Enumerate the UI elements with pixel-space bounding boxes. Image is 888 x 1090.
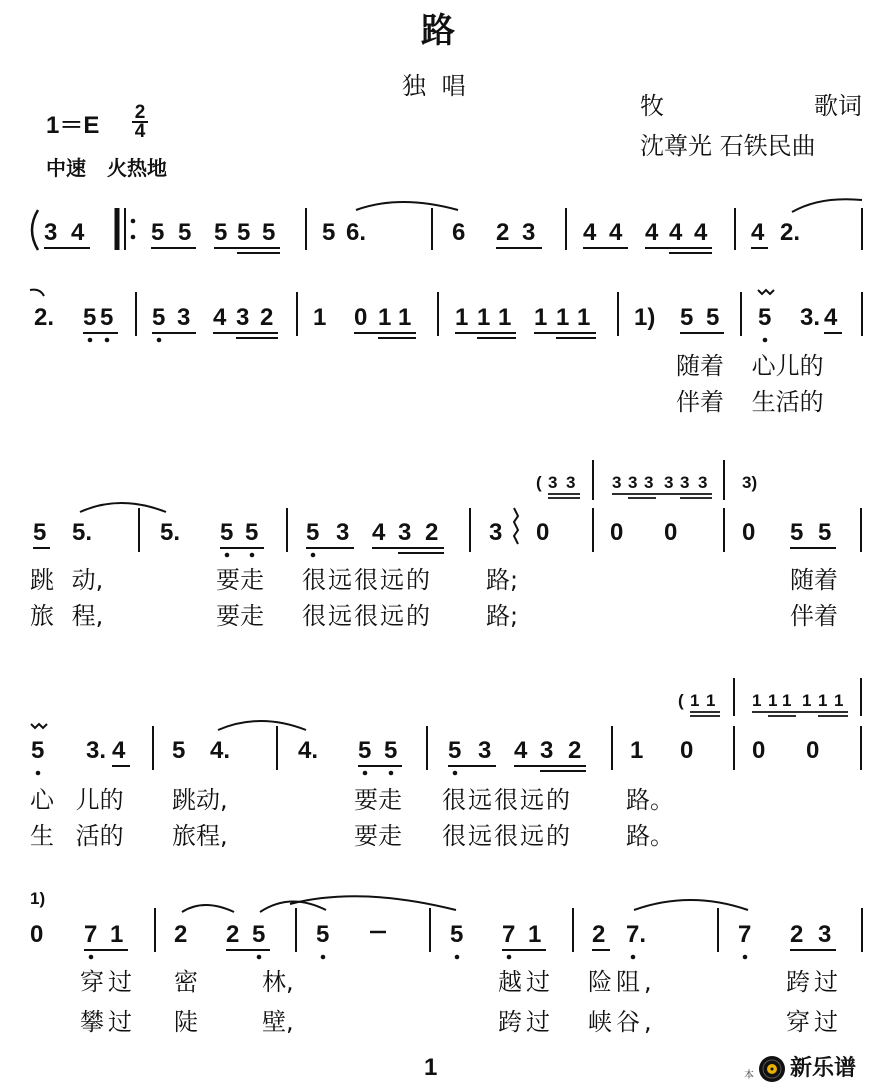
- lyric-word: 很远很远的: [302, 602, 432, 630]
- lyricist-role: 歌词: [814, 92, 862, 120]
- svg-text:4: 4: [372, 519, 386, 546]
- svg-text:1: 1: [834, 691, 844, 710]
- svg-text:3: 3: [628, 473, 638, 492]
- site-logo: [744, 1054, 856, 1084]
- lyric-word: 旅程,: [172, 822, 228, 850]
- lyric-word: 路;: [486, 566, 519, 594]
- svg-text:3): 3): [742, 473, 758, 492]
- svg-text:4: 4: [112, 737, 126, 764]
- svg-text:3: 3: [680, 473, 690, 492]
- svg-text:4: 4: [645, 219, 659, 246]
- svg-text:1: 1: [556, 304, 570, 331]
- svg-text:4: 4: [694, 219, 708, 246]
- svg-text:0: 0: [752, 737, 766, 764]
- lyric-word: 旅 程,: [30, 602, 104, 630]
- svg-text:3: 3: [522, 219, 536, 246]
- lyric-word: 很远很远的: [442, 786, 572, 814]
- svg-text:0: 0: [742, 519, 756, 546]
- svg-text:5.: 5.: [72, 519, 93, 546]
- svg-text:5: 5: [680, 304, 694, 331]
- svg-text:5: 5: [758, 304, 772, 331]
- svg-text:1: 1: [782, 691, 792, 710]
- svg-text:5: 5: [790, 519, 804, 546]
- lyric-word: 路。: [626, 822, 674, 850]
- svg-text:6.: 6.: [346, 219, 367, 246]
- score-subtitle: 独 唱: [402, 72, 470, 100]
- svg-text:3: 3: [540, 737, 554, 764]
- lyric-word: 密: [174, 968, 198, 996]
- svg-text:3: 3: [818, 921, 832, 948]
- lyric-word: 跨过: [498, 1008, 554, 1036]
- svg-text:5: 5: [214, 219, 228, 246]
- svg-text:4: 4: [751, 219, 765, 246]
- svg-text:1: 1: [768, 691, 778, 710]
- lyric-word: 伴着: [790, 602, 838, 630]
- lyric-word: 路;: [486, 602, 519, 630]
- svg-text:5: 5: [706, 304, 720, 331]
- lyric-word: 穿过: [80, 968, 136, 996]
- svg-text:1: 1: [398, 304, 412, 331]
- svg-text:0: 0: [610, 519, 624, 546]
- svg-text:2: 2: [496, 219, 510, 246]
- svg-text:4: 4: [514, 737, 528, 764]
- line-5-notes: [30, 889, 862, 959]
- svg-text:5: 5: [316, 921, 330, 948]
- vinyl-record-icon: [758, 1055, 786, 1083]
- svg-text:5: 5: [31, 737, 45, 764]
- tempo-marking: 中速 火热地: [46, 156, 167, 180]
- svg-text:4: 4: [71, 219, 85, 246]
- svg-text:7: 7: [502, 921, 516, 948]
- svg-text:5: 5: [220, 519, 234, 546]
- svg-text:3: 3: [612, 473, 622, 492]
- svg-text:4: 4: [583, 219, 597, 246]
- svg-text:1: 1: [818, 691, 828, 710]
- svg-text:5: 5: [152, 304, 166, 331]
- svg-text:1): 1): [634, 304, 656, 331]
- svg-text:5: 5: [172, 737, 186, 764]
- svg-text:0: 0: [536, 519, 550, 546]
- svg-text:3: 3: [489, 519, 503, 546]
- svg-text:5: 5: [237, 219, 251, 246]
- svg-text:5: 5: [450, 921, 464, 948]
- svg-text:3: 3: [236, 304, 250, 331]
- svg-text:1: 1: [498, 304, 512, 331]
- svg-text:7: 7: [738, 921, 752, 948]
- svg-text:3: 3: [44, 219, 58, 246]
- svg-text:5: 5: [384, 737, 398, 764]
- svg-text:0: 0: [664, 519, 678, 546]
- line-2-lyric-verse-1: 随着 心儿的: [676, 352, 824, 380]
- svg-text:4: 4: [824, 304, 838, 331]
- svg-text:5: 5: [245, 519, 259, 546]
- svg-text:0: 0: [30, 921, 44, 948]
- svg-text:3: 3: [664, 473, 674, 492]
- svg-text:5.: 5.: [160, 519, 181, 546]
- svg-text:3: 3: [548, 473, 558, 492]
- svg-text:1: 1: [577, 304, 591, 331]
- svg-text:5: 5: [151, 219, 165, 246]
- svg-text:5: 5: [262, 219, 276, 246]
- logo-prefix: 本: [744, 1070, 754, 1081]
- svg-text:1: 1: [378, 304, 392, 331]
- svg-text:1: 1: [630, 737, 644, 764]
- svg-text:0: 0: [354, 304, 368, 331]
- svg-text:1: 1: [528, 921, 542, 948]
- svg-text:2: 2: [174, 921, 188, 948]
- lyricist-name: 牧: [640, 92, 664, 120]
- page-number: 1: [424, 1054, 438, 1081]
- lyric-word: 心 儿的: [30, 786, 124, 814]
- lyric-word: 随着: [790, 566, 838, 594]
- svg-text:5: 5: [252, 921, 266, 948]
- svg-text:7: 7: [84, 921, 98, 948]
- svg-text:4.: 4.: [210, 737, 231, 764]
- lyric-word: 跳 动,: [30, 566, 104, 594]
- meter-bottom: 4: [134, 121, 146, 142]
- svg-text:1: 1: [690, 691, 700, 710]
- svg-text:3: 3: [398, 519, 412, 546]
- lyric-word: 路。: [626, 786, 674, 814]
- lyric-word: 要走: [354, 822, 402, 850]
- svg-text:3: 3: [644, 473, 654, 492]
- svg-text:3: 3: [698, 473, 708, 492]
- svg-text:2: 2: [260, 304, 274, 331]
- svg-text:1: 1: [706, 691, 716, 710]
- svg-text:5: 5: [448, 737, 462, 764]
- line-2-lyric-verse-2: 伴着 生活的: [676, 388, 824, 416]
- lyric-word: 峡谷,: [588, 1008, 656, 1036]
- svg-text:2: 2: [790, 921, 804, 948]
- svg-text:5: 5: [33, 519, 47, 546]
- lyric-word: 陡: [174, 1008, 198, 1036]
- svg-text:4: 4: [669, 219, 683, 246]
- lyric-word: 要走: [354, 786, 402, 814]
- composer-credit: 沈尊光 石铁民曲: [640, 132, 816, 160]
- meter-top: 2: [134, 102, 146, 123]
- svg-text:5: 5: [178, 219, 192, 246]
- lyric-word: 要走: [216, 602, 264, 630]
- svg-text:2: 2: [425, 519, 439, 546]
- svg-text:1: 1: [534, 304, 548, 331]
- svg-text:3.: 3.: [86, 737, 107, 764]
- svg-text:0: 0: [680, 737, 694, 764]
- svg-text:1: 1: [313, 304, 327, 331]
- svg-text:1): 1): [30, 889, 46, 908]
- svg-text:4.: 4.: [298, 737, 319, 764]
- svg-text:1: 1: [110, 921, 124, 948]
- svg-text:5: 5: [83, 304, 97, 331]
- lyric-word: 壁,: [262, 1008, 294, 1036]
- svg-text:1: 1: [455, 304, 469, 331]
- svg-text:2: 2: [226, 921, 240, 948]
- svg-text:2: 2: [592, 921, 606, 948]
- lyric-word: 跳动,: [172, 786, 228, 814]
- svg-text:3: 3: [566, 473, 576, 492]
- svg-text:3.: 3.: [800, 304, 821, 331]
- lyric-word: 穿过: [786, 1008, 842, 1036]
- svg-text:0: 0: [806, 737, 820, 764]
- svg-text:5: 5: [100, 304, 114, 331]
- svg-text:5: 5: [818, 519, 832, 546]
- svg-text:7.: 7.: [626, 921, 647, 948]
- svg-text:1: 1: [477, 304, 491, 331]
- svg-text:2: 2: [568, 737, 582, 764]
- key-text: 1＝E: [46, 112, 100, 139]
- lyric-word: 险阻,: [588, 968, 656, 996]
- svg-text:6: 6: [452, 219, 466, 246]
- svg-text:3: 3: [478, 737, 492, 764]
- svg-text:5: 5: [306, 519, 320, 546]
- logo-text: 新乐谱: [790, 1056, 857, 1081]
- svg-text:4: 4: [609, 219, 623, 246]
- svg-text:5: 5: [358, 737, 372, 764]
- svg-text:(: (: [536, 473, 542, 492]
- lyric-word: 很远很远的: [442, 822, 572, 850]
- svg-text:2.: 2.: [780, 219, 801, 246]
- lyric-word: 很远很远的: [302, 566, 432, 594]
- svg-text:4: 4: [213, 304, 227, 331]
- lyric-word: 攀过: [80, 1008, 136, 1036]
- lyric-word: 要走: [216, 566, 264, 594]
- lyric-word: 生 活的: [30, 822, 124, 850]
- lyric-word: 跨过: [786, 968, 842, 996]
- lyric-word: 越过: [498, 968, 554, 996]
- svg-text:(: (: [678, 691, 684, 710]
- svg-text:1: 1: [752, 691, 762, 710]
- svg-text:5: 5: [322, 219, 336, 246]
- svg-text:1: 1: [802, 691, 812, 710]
- score-title: 路: [421, 11, 455, 51]
- lyric-word: 林,: [262, 968, 294, 996]
- svg-text:2.: 2.: [34, 304, 55, 331]
- svg-text:3: 3: [177, 304, 191, 331]
- svg-text:3: 3: [336, 519, 350, 546]
